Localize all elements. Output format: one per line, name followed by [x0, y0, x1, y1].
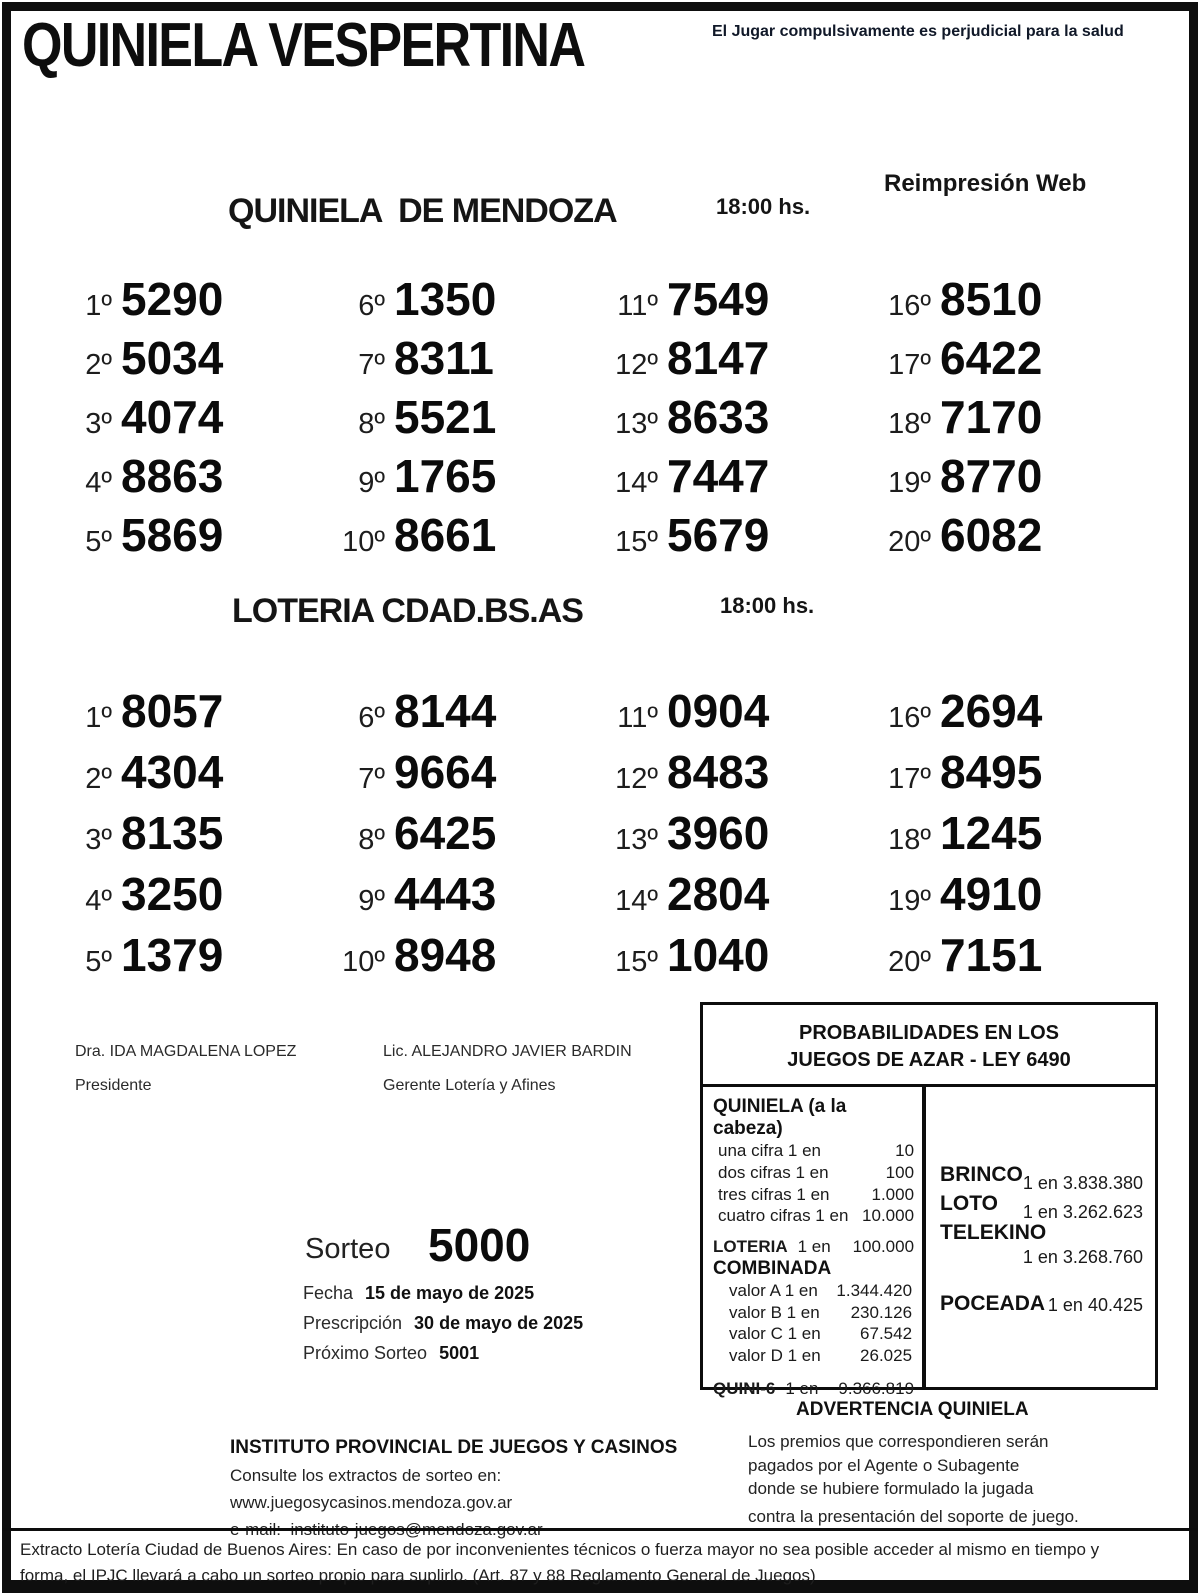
result-position: 16º — [888, 290, 931, 322]
game-odds-value: 1 en 3.268.760 — [1022, 1247, 1143, 1267]
loteria-odds-label: LOTERIA — [713, 1237, 788, 1256]
quini6-odds-row — [713, 1378, 914, 1400]
result-number: 3250 — [121, 868, 224, 920]
result-position: 2º — [85, 763, 112, 795]
result-position: 18º — [888, 408, 931, 440]
result-item — [323, 390, 596, 449]
result-item — [50, 331, 323, 390]
result-position: 17º — [888, 349, 931, 381]
result-item — [596, 867, 869, 928]
proximo-label: Próximo Sorteo — [303, 1343, 428, 1363]
result-item — [50, 684, 323, 745]
odds-label: valor A 1 en — [729, 1280, 818, 1300]
signatory-name: Dra. IDA MAGDALENA LOPEZ — [75, 1043, 297, 1060]
result-item — [596, 745, 869, 806]
footer-legal-text — [20, 1537, 1170, 1589]
probabilities-box — [700, 1002, 1158, 1398]
game-odds-value: 1 en 40.425 — [1047, 1295, 1143, 1315]
prescripcion-label: Prescripción — [303, 1313, 403, 1333]
page-title: QUINIELA VESPERTINA — [22, 11, 585, 80]
result-item — [596, 449, 869, 508]
result-item — [596, 684, 869, 745]
result-position: 4º — [85, 885, 112, 917]
odds-row — [718, 1162, 914, 1184]
probabilities-body — [703, 1087, 1155, 1398]
odds-value: 10.000 — [862, 1206, 915, 1226]
probabilities-title-line2: JUEGOS DE AZAR - LEY 6490 — [787, 1049, 1071, 1071]
result-position: 10º — [342, 526, 385, 558]
result-position: 19º — [888, 467, 931, 499]
prescription-row — [303, 1313, 583, 1334]
odds-value: 1.344.420 — [836, 1280, 913, 1300]
result-position: 7º — [358, 349, 385, 381]
odds-value: 26.025 — [860, 1346, 913, 1365]
result-item — [50, 449, 323, 508]
odds-row — [729, 1280, 912, 1302]
odds-row — [729, 1323, 912, 1345]
result-position: 6º — [358, 702, 385, 734]
odds-label: una cifra 1 en — [718, 1141, 822, 1160]
bsas-results-grid — [50, 684, 1142, 989]
result-number: 4304 — [121, 746, 224, 798]
advertencia-block — [748, 1399, 1158, 1528]
result-item — [869, 745, 1142, 806]
result-number: 1765 — [394, 450, 497, 502]
result-item — [50, 745, 323, 806]
result-number: 7447 — [667, 450, 770, 502]
proximo-value: 5001 — [439, 1343, 480, 1363]
signatory-name: Lic. ALEJANDRO JAVIER BARDIN — [383, 1043, 632, 1060]
result-number: 1040 — [667, 929, 770, 981]
result-position: 15º — [615, 526, 658, 558]
probabilities-left-column — [703, 1087, 926, 1398]
result-number: 8135 — [121, 807, 224, 859]
bsas-draw-time: 18:00 hs. — [720, 593, 815, 618]
result-item — [869, 449, 1142, 508]
result-number: 8147 — [667, 332, 770, 384]
result-number: 8510 — [940, 273, 1043, 325]
result-position: 7º — [358, 763, 385, 795]
result-item — [50, 272, 323, 331]
result-item — [596, 331, 869, 390]
footer-line-1: Extracto Lotería Ciudad de Buenos Aires: En caso de por inconvenientes técnicos o fuerza mayor no sea posible acceder al mismo en tiempo y — [20, 1540, 1100, 1559]
result-number: 5869 — [121, 509, 224, 561]
game-name: LOTO — [940, 1192, 998, 1215]
mendoza-results-grid — [50, 272, 1142, 567]
prescripcion-value: 30 de mayo de 2025 — [414, 1313, 584, 1333]
result-item — [596, 272, 869, 331]
odds-label: dos cifras 1 en — [718, 1162, 829, 1182]
result-position: 13º — [615, 408, 658, 440]
odds-value: 1.000 — [871, 1184, 915, 1204]
odds-row — [718, 1184, 914, 1206]
result-item — [323, 867, 596, 928]
odds-mid: 1 en — [797, 1237, 831, 1256]
result-position: 5º — [85, 526, 112, 558]
odds-label: valor C 1 en — [729, 1324, 821, 1344]
result-position: 1º — [85, 702, 112, 734]
result-number: 8311 — [394, 332, 494, 384]
result-item — [323, 928, 596, 989]
result-position: 15º — [615, 946, 658, 978]
mendoza-draw-time: 18:00 hs. — [716, 194, 811, 219]
quiniela-odds-rows — [718, 1140, 914, 1227]
institute-name: INSTITUTO PROVINCIAL DE JUEGOS Y CASINOS — [230, 1437, 678, 1458]
signature-president — [75, 1043, 296, 1095]
fecha-label: Fecha — [303, 1283, 354, 1303]
result-item — [50, 806, 323, 867]
result-number: 3960 — [667, 807, 770, 859]
result-item — [50, 867, 323, 928]
result-number: 5521 — [394, 391, 497, 443]
result-item — [323, 684, 596, 745]
result-item — [869, 806, 1142, 867]
bsas-section-title: LOTERIA CDAD.BS.AS — [232, 592, 583, 630]
probabilities-title-line1: PROBABILIDADES EN LOS — [798, 1022, 1060, 1044]
result-position: 11º — [617, 702, 658, 734]
odds-label: valor B 1 en — [729, 1302, 820, 1322]
result-number: 4443 — [394, 868, 497, 920]
advertencia-title: ADVERTENCIA QUINIELA — [796, 1399, 1029, 1420]
result-position: 17º — [888, 763, 931, 795]
result-item — [323, 272, 596, 331]
result-number: 5679 — [667, 509, 770, 561]
result-item — [596, 508, 869, 567]
odds-row — [718, 1140, 914, 1162]
result-item — [596, 390, 869, 449]
loteria-odds-value: 100.000 — [852, 1237, 915, 1256]
result-position: 19º — [888, 885, 931, 917]
result-item — [323, 449, 596, 508]
result-position: 16º — [888, 702, 931, 734]
result-position: 1º — [85, 290, 112, 322]
result-position: 4º — [85, 467, 112, 499]
result-number: 7170 — [940, 391, 1043, 443]
quiniela-odds-header: QUINIELA (a la cabeza) — [713, 1096, 847, 1139]
result-item — [596, 928, 869, 989]
result-position: 18º — [888, 824, 931, 856]
advertencia-line: donde se hubiere formulado la jugada — [748, 1479, 1034, 1498]
probabilities-right-column — [926, 1087, 1155, 1387]
result-item — [50, 928, 323, 989]
odds-value: 67.542 — [860, 1324, 913, 1344]
result-position: 2º — [85, 349, 112, 381]
quini6-odds-value: 9.366.819 — [838, 1378, 915, 1398]
result-position: 8º — [358, 408, 385, 440]
institute-website: www.juegosycasinos.mendoza.gov.ar — [230, 1493, 513, 1512]
result-item — [323, 745, 596, 806]
game-name: TELEKINO — [940, 1221, 1047, 1244]
result-number: 7151 — [940, 929, 1043, 981]
result-number: 8057 — [121, 685, 224, 737]
result-number: 6082 — [940, 509, 1043, 561]
result-number: 1350 — [394, 273, 497, 325]
result-item — [869, 272, 1142, 331]
game-odds-loto — [940, 1192, 1143, 1222]
next-draw-row — [303, 1343, 479, 1364]
result-item — [50, 390, 323, 449]
result-number: 1245 — [940, 807, 1043, 859]
game-name: BRINCO — [940, 1163, 1023, 1186]
result-number: 0904 — [667, 685, 770, 737]
odds-row — [718, 1205, 914, 1227]
result-number: 8483 — [667, 746, 770, 798]
result-number: 8495 — [940, 746, 1043, 798]
mendoza-section-title: QUINIELA DE MENDOZA — [228, 192, 617, 230]
result-item — [596, 806, 869, 867]
quini6-odds-label: QUINI-6 — [713, 1378, 776, 1398]
sorteo-number: 5000 — [428, 1219, 531, 1271]
result-number: 6425 — [394, 807, 497, 859]
institute-consult-text: Consulte los extractos de sorteo en: — [230, 1466, 502, 1485]
result-number: 8661 — [394, 509, 497, 561]
web-reprint-label: Reimpresión Web — [884, 170, 1087, 197]
result-position: 3º — [85, 408, 112, 440]
odds-value: 100 — [885, 1162, 915, 1182]
result-number: 6422 — [940, 332, 1043, 384]
result-item — [869, 508, 1142, 567]
loteria-odds-row — [713, 1236, 914, 1258]
result-item — [869, 331, 1142, 390]
odds-mid: 1 en — [785, 1378, 819, 1398]
result-position: 20º — [888, 526, 931, 558]
odds-row — [729, 1345, 912, 1367]
advertencia-line: Los premios que correspondieren serán — [748, 1432, 1049, 1451]
result-item — [869, 684, 1142, 745]
result-number: 8770 — [940, 450, 1043, 502]
result-number: 8863 — [121, 450, 224, 502]
result-number: 2694 — [940, 685, 1043, 737]
result-position: 12º — [615, 763, 658, 795]
odds-value: 10 — [895, 1141, 915, 1160]
result-position: 20º — [888, 946, 931, 978]
result-position: 11º — [617, 290, 658, 322]
result-position: 14º — [615, 885, 658, 917]
result-number: 7549 — [667, 273, 770, 325]
result-item — [323, 806, 596, 867]
signature-manager — [383, 1043, 632, 1095]
result-item — [869, 867, 1142, 928]
result-number: 4910 — [940, 868, 1043, 920]
advertencia-line: pagados por el Agente o Subagente — [748, 1455, 1020, 1475]
advertencia-line: contra la presentación del soporte de juego. — [748, 1506, 1079, 1526]
result-number: 2804 — [667, 868, 770, 920]
result-item — [323, 331, 596, 390]
footer-line-2: forma, el IPJC llevará a cabo un sorteo propio para suplirlo. (Art. 87 y 88 Reglamento General de Juegos) — [20, 1566, 816, 1585]
result-position: 12º — [615, 349, 658, 381]
result-number: 5034 — [121, 332, 224, 384]
result-position: 14º — [615, 467, 658, 499]
result-item — [50, 508, 323, 567]
result-position: 13º — [615, 824, 658, 856]
odds-row — [729, 1302, 912, 1324]
odds-label: tres cifras 1 en — [718, 1184, 830, 1204]
result-item — [869, 390, 1142, 449]
result-position: 10º — [342, 946, 385, 978]
result-number: 8633 — [667, 391, 770, 443]
result-position: 9º — [358, 885, 385, 917]
result-number: 8948 — [394, 929, 497, 981]
sorteo-label: Sorteo — [305, 1233, 391, 1265]
fecha-value: 15 de mayo de 2025 — [365, 1283, 535, 1303]
odds-label: valor D 1 en — [729, 1346, 821, 1365]
game-odds-brinco — [940, 1163, 1143, 1193]
signatory-role: Gerente Lotería y Afines — [383, 1077, 556, 1094]
result-number: 4074 — [121, 391, 224, 443]
game-odds-value: 1 en 3.262.623 — [1022, 1202, 1143, 1222]
result-position: 5º — [85, 946, 112, 978]
odds-value: 230.126 — [850, 1302, 913, 1322]
result-item — [323, 508, 596, 567]
result-position: 3º — [85, 824, 112, 856]
combinada-odds-rows — [729, 1280, 912, 1367]
result-number: 9664 — [394, 746, 497, 798]
advertencia-lines — [748, 1430, 1158, 1528]
result-position: 8º — [358, 824, 385, 856]
health-warning-text: El Jugar compulsivamente es perjudicial para la salud — [712, 23, 1124, 40]
odds-label: cuatro cifras 1 en — [718, 1206, 849, 1226]
game-odds-telekino — [940, 1221, 1143, 1268]
footer-divider — [2, 1528, 1198, 1531]
game-name: POCEADA — [940, 1292, 1046, 1315]
draw-date-row — [303, 1283, 534, 1304]
result-item — [869, 928, 1142, 989]
result-number: 8144 — [394, 685, 497, 737]
game-odds-value: 1 en 3.838.380 — [1022, 1173, 1143, 1193]
combinada-odds-header: COMBINADA — [713, 1257, 832, 1279]
result-position: 6º — [358, 290, 385, 322]
probabilities-title — [703, 1005, 1155, 1087]
result-position: 9º — [358, 467, 385, 499]
result-number: 5290 — [121, 273, 224, 325]
game-odds-poceada — [940, 1292, 1143, 1316]
result-number: 1379 — [121, 929, 224, 981]
signatory-role: Presidente — [75, 1077, 152, 1094]
